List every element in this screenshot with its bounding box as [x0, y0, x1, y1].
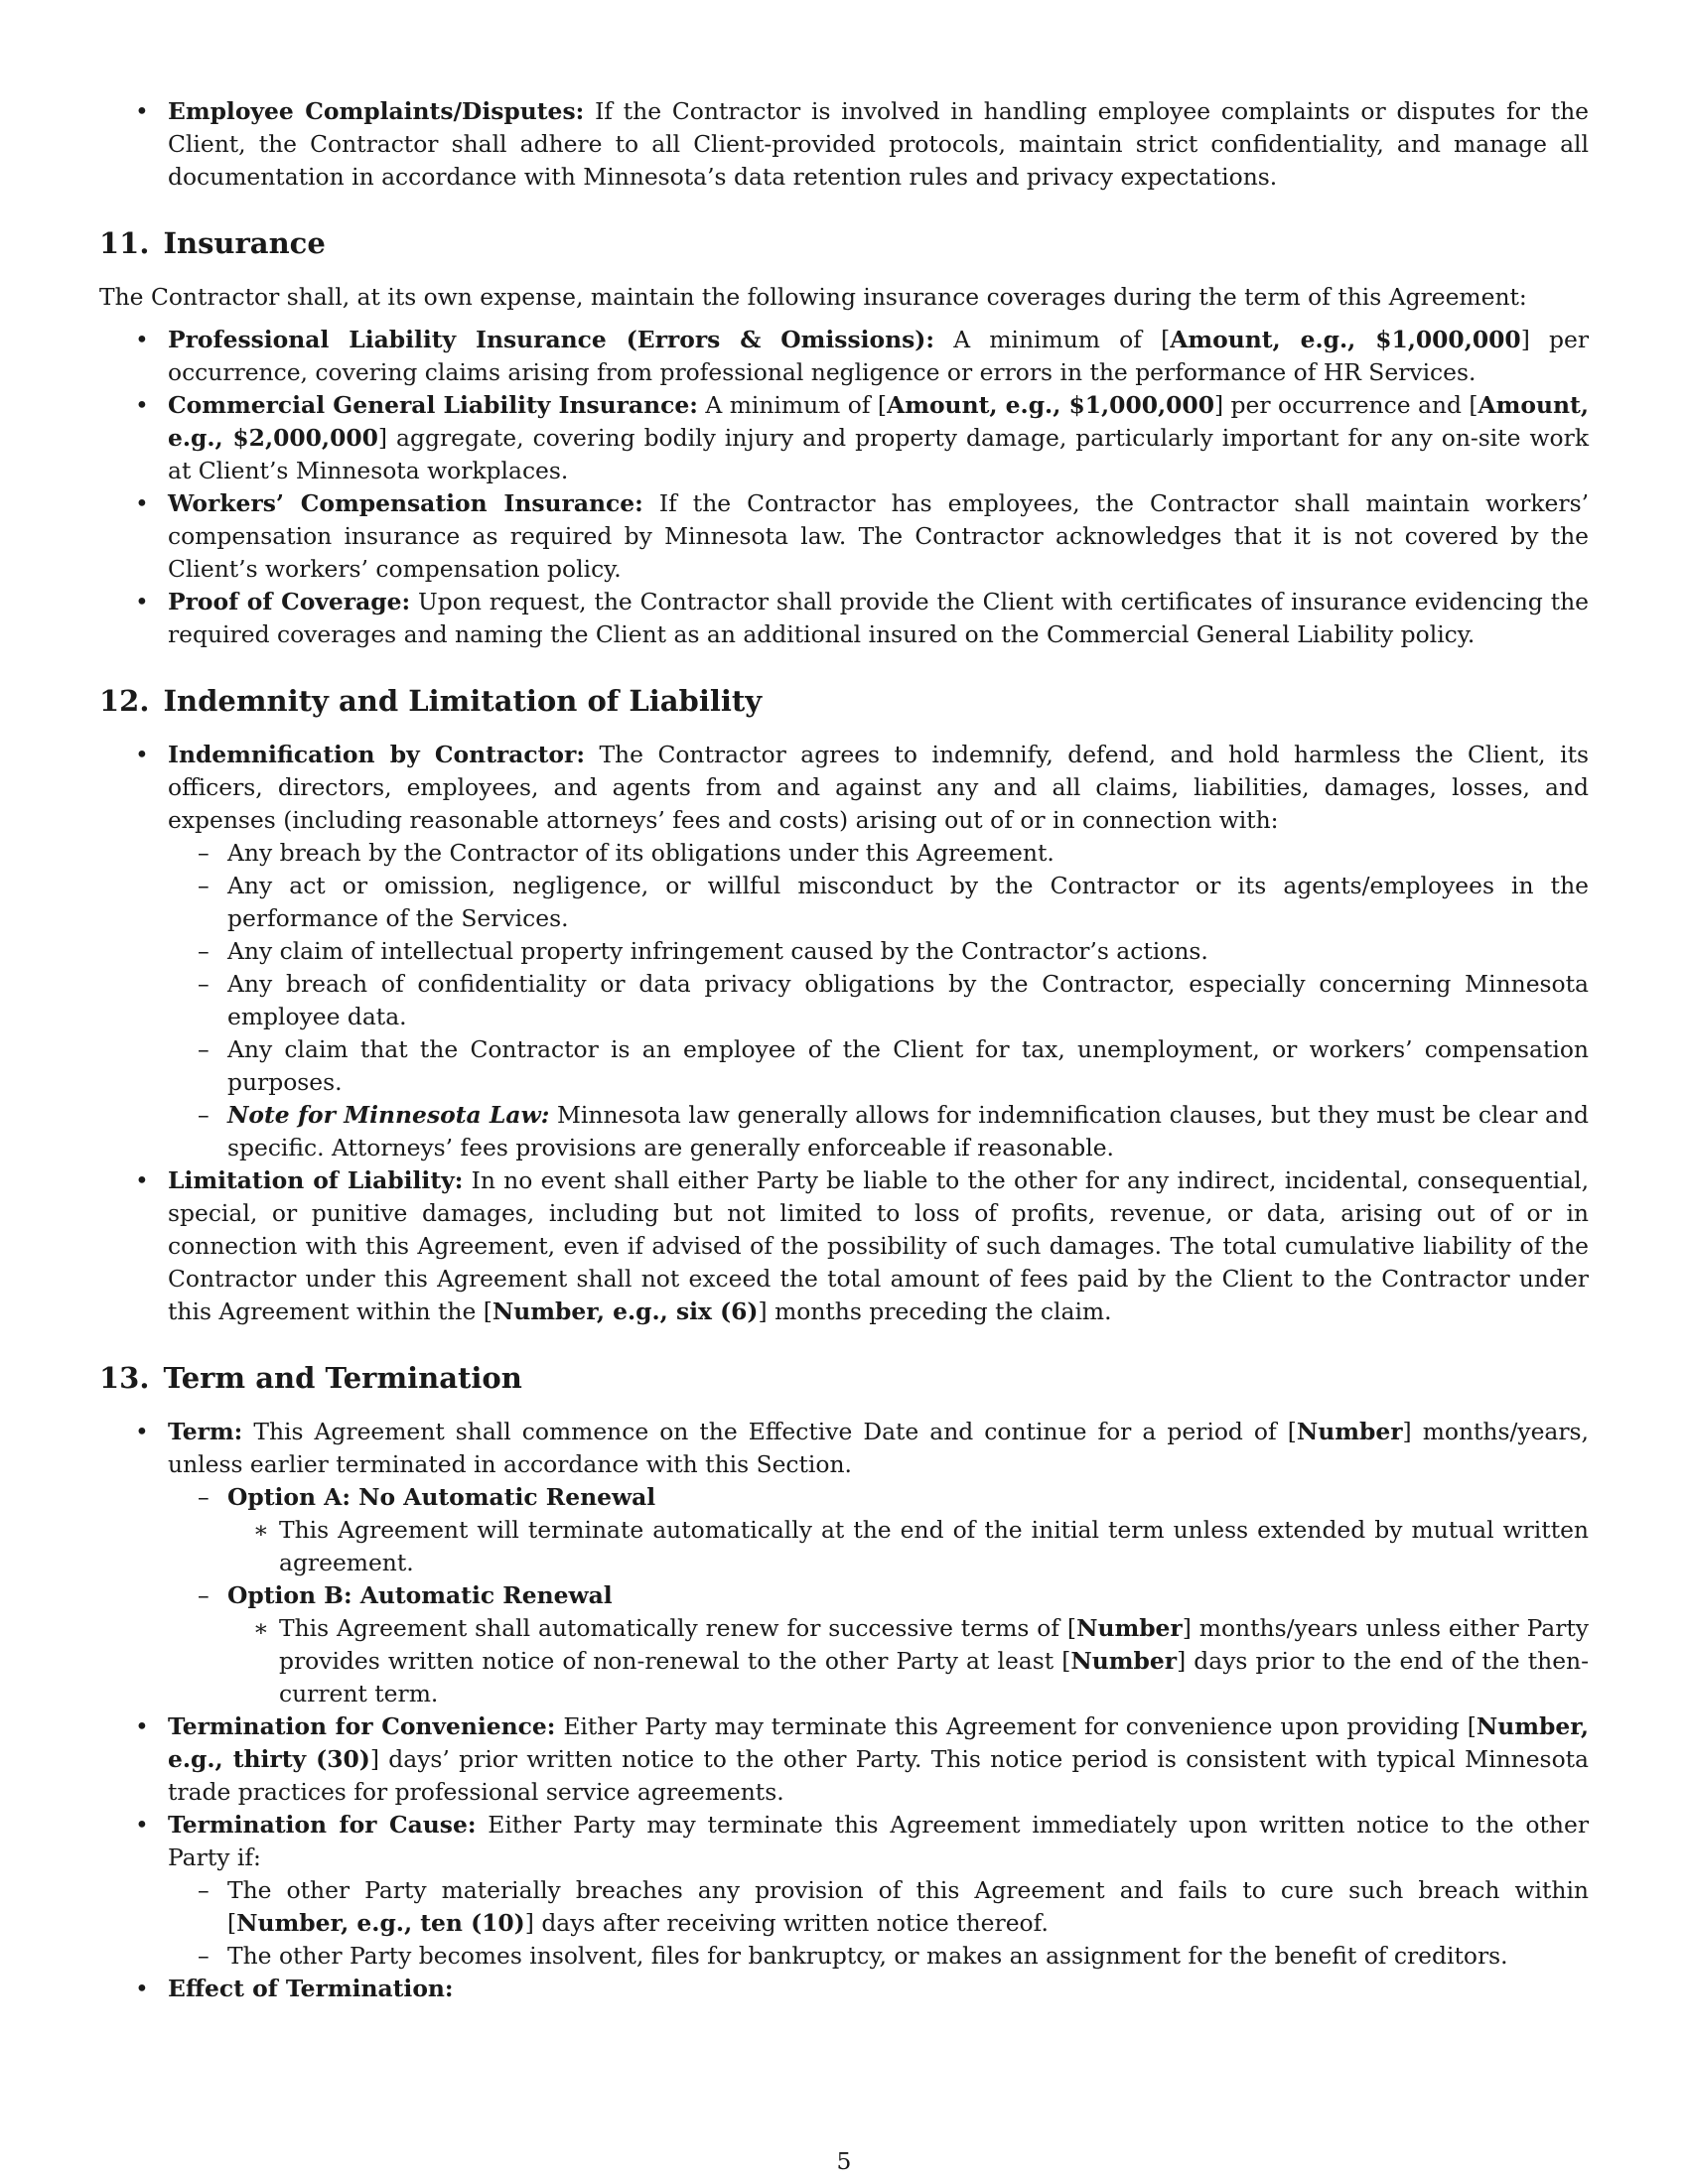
option-label: Option B: Automatic Renewal: [227, 1581, 613, 1609]
bullet-icon: •: [135, 489, 149, 517]
section-heading-indemnity: [99, 681, 1589, 721]
section-number: 13.: [99, 1361, 150, 1395]
sublist-item: [168, 968, 1589, 1033]
item-text: Either Party may terminate this Agreement immediately upon written notice to the other Party if:: [168, 1811, 1590, 1871]
dash-icon: –: [198, 937, 210, 965]
detail-item: [227, 1612, 1589, 1710]
item-text: The Contractor agrees to indemnify, defend, and hold harmless the Client, its officers, directors, employees, and agents from and against any and all claims, liabilities, damages, losses, and expenses (including reasonable attorneys’ fees and costs) arising out of or in connection with:: [168, 741, 1589, 834]
dash-icon: –: [198, 1581, 210, 1609]
item-text: In no event shall either Party be liable to the other for any indirect, incidental, consequential, special, or punitive damages, including but not limited to loss of profits, revenue, or data, arising out of or in connection with this Agreement, even if advised of the possibility of such damages. The total cumulative liability of the Contractor under this Agreement shall not exceed the total amount of fees paid by the Client to the Contractor under this Agreement within the [: [168, 1166, 1590, 1325]
sublist-item-option-b: [168, 1579, 1589, 1710]
indemnity-list: [99, 739, 1589, 1328]
item-text: This Agreement shall commence on the Effective Date and continue for a period of [: [253, 1418, 1297, 1445]
placeholder-value: Amount, e.g., $1,000,000: [1170, 326, 1521, 353]
sublist-text: Any breach of confidentiality or data privacy obligations by the Contractor, especially concerning Minnesota employee data.: [227, 970, 1589, 1030]
detail-text: ] days prior to the end of the then-current term.: [279, 1647, 1589, 1707]
list-item-term: [99, 1416, 1589, 1710]
placeholder-value: Number: [1070, 1647, 1178, 1675]
placeholder-value: Number: [1076, 1614, 1183, 1642]
placeholder-value: Number, e.g., ten (10): [236, 1909, 525, 1937]
item-label: Commercial General Liability Insurance:: [168, 391, 698, 419]
placeholder-value: Number, e.g., thirty (30): [168, 1712, 1589, 1773]
item-label: Term:: [168, 1418, 243, 1445]
detail-text: This Agreement shall automatically renew for successive terms of [: [279, 1614, 1077, 1642]
sublist-text: Any breach by the Contractor of its obligations under this Agreement.: [227, 839, 1055, 867]
list-item-indemnification: [99, 739, 1589, 1164]
section-title: Indemnity and Limitation of Liability: [163, 684, 763, 718]
bullet-icon: •: [135, 1418, 149, 1445]
sublist-item: [168, 837, 1589, 870]
bullet-icon: •: [135, 97, 149, 125]
sublist-text: The other Party becomes insolvent, files for bankruptcy, or makes an assignment for the benefit of creditors.: [227, 1942, 1508, 1970]
sublist-text: The other Party materially breaches any provision of this Agreement and fails to cure such breach within [: [227, 1876, 1589, 1937]
section-heading-term: [99, 1358, 1589, 1398]
term-options-sublist: [168, 1481, 1589, 1710]
item-label: Professional Liability Insurance (Errors & Omissions):: [168, 326, 934, 353]
sublist-text: Any claim that the Contractor is an employee of the Client for tax, unemployment, or workers’ compensation purposes.: [227, 1035, 1589, 1096]
item-text: ] months/years, unless earlier terminated in accordance with this Section.: [168, 1418, 1589, 1478]
item-text: ] days’ prior written notice to the other Party. This notice period is consistent with typical Minnesota trade practices for professional service agreements.: [168, 1745, 1589, 1806]
item-label: Termination for Convenience:: [168, 1712, 556, 1740]
sublist-text: ] days after receiving written notice thereof.: [524, 1909, 1049, 1937]
item-text: ] months preceding the claim.: [758, 1297, 1112, 1325]
list-item-workers-compensation: [99, 487, 1589, 586]
list-item-proof-of-coverage: [99, 586, 1589, 651]
sublist-item: [168, 870, 1589, 935]
bullet-icon: •: [135, 1975, 149, 2002]
bullet-icon: •: [135, 1712, 149, 1740]
item-label: Workers’ Compensation Insurance:: [168, 489, 643, 517]
section-number: 11.: [99, 226, 150, 260]
sublist-text: Any claim of intellectual property infringement caused by the Contractor’s actions.: [227, 937, 1208, 965]
asterisk-icon: ∗: [253, 1614, 269, 1642]
item-label: Effect of Termination:: [168, 1975, 454, 2002]
section-number: 12.: [99, 684, 150, 718]
asterisk-icon: ∗: [253, 1516, 269, 1544]
bullet-icon: •: [135, 326, 149, 353]
indemnification-sublist: [168, 837, 1589, 1164]
bullet-icon: •: [135, 1811, 149, 1839]
dash-icon: –: [198, 839, 210, 867]
item-label: Proof of Coverage:: [168, 588, 411, 615]
bullet-icon: •: [135, 1166, 149, 1194]
dash-icon: –: [198, 1101, 210, 1129]
item-text: ] per occurrence and [: [1213, 391, 1478, 419]
option-b-detail: [227, 1612, 1589, 1710]
item-label: Employee Complaints/Disputes:: [168, 97, 585, 125]
item-label: Limitation of Liability:: [168, 1166, 464, 1194]
term-list: [99, 1416, 1589, 2005]
detail-text: ] months/years unless either Party provides written notice of non-renewal to the other Party at least [: [279, 1614, 1590, 1675]
section-title: Term and Termination: [163, 1361, 522, 1395]
dash-icon: –: [198, 872, 210, 899]
item-text: ] aggregate, covering bodily injury and property damage, particularly important for any on-site work at Client’s Minnesota workplaces.: [168, 424, 1589, 484]
bullet-icon: •: [135, 741, 149, 768]
item-text: If the Contractor has employees, the Contractor shall maintain workers’ compensation insurance as required by Minnesota law. The Contractor acknowledges that it is not covered by the Client’s workers’ compensation policy.: [168, 489, 1590, 583]
bullet-icon: •: [135, 588, 149, 615]
dash-icon: –: [198, 970, 210, 998]
note-text: Minnesota law generally allows for indemnification clauses, but they must be clear and specific. Attorneys’ fees provisions are generally enforceable if reasonable.: [227, 1101, 1589, 1161]
sublist-item: [168, 1033, 1589, 1099]
list-item-limitation-of-liability: [99, 1164, 1589, 1328]
sublist-item-note: [168, 1099, 1589, 1164]
note-label: Note for Minnesota Law:: [227, 1101, 550, 1129]
item-text: A minimum of [: [705, 391, 888, 419]
placeholder-value: Number: [1296, 1418, 1403, 1445]
sublist-item: [168, 935, 1589, 968]
item-text: ] per occurrence, covering claims arising from professional negligence or errors in the performance of HR Services.: [168, 326, 1590, 386]
sublist-item-option-a: [168, 1481, 1589, 1579]
dash-icon: –: [198, 1876, 210, 1904]
dash-icon: –: [198, 1942, 210, 1970]
sublist-text: Any act or omission, negligence, or willful misconduct by the Contractor or its agents/employees in the performance of the Services.: [227, 872, 1589, 932]
item-label: Indemnification by Contractor:: [168, 741, 585, 768]
list-item-employee-complaints: [99, 95, 1589, 194]
dash-icon: –: [198, 1483, 210, 1511]
list-item-effect-of-termination: [99, 1973, 1589, 2005]
placeholder-value: Amount, e.g., $1,000,000: [887, 391, 1214, 419]
section-intro: The Contractor shall, at its own expense, maintain the following insurance coverages during the term of this Agreement:: [99, 283, 1527, 311]
list-item-general-liability: [99, 389, 1589, 487]
termination-cause-sublist: [168, 1874, 1589, 1973]
insurance-list: [99, 324, 1589, 651]
bullet-icon: •: [135, 391, 149, 419]
item-text: Upon request, the Contractor shall provide the Client with certificates of insurance evidencing the required coverages and naming the Client as an additional insured on the Commercial General Liability policy.: [168, 588, 1590, 648]
placeholder-value: Number, e.g., six (6): [492, 1297, 759, 1325]
sublist-item: [168, 1940, 1589, 1973]
list-item-termination-cause: [99, 1809, 1589, 1973]
page-number: 5: [836, 2147, 852, 2175]
option-label: Option A: No Automatic Renewal: [227, 1483, 656, 1511]
item-text: A minimum of [: [953, 326, 1171, 353]
item-text: Either Party may terminate this Agreement for convenience upon providing [: [563, 1712, 1477, 1740]
placeholder-value: Amount, e.g., $2,000,000: [168, 391, 1589, 452]
item-label: Termination for Cause:: [168, 1811, 477, 1839]
dash-icon: –: [198, 1035, 210, 1063]
item-text: If the Contractor is involved in handling employee complaints or disputes for the Client, the Contractor shall adhere to all Client-provided protocols, maintain strict confidentiality, and manage all documentation in accordance with Minnesota’s data retention rules and privacy expectations.: [168, 97, 1590, 191]
intro-list: [99, 95, 1589, 194]
sublist-item: [168, 1874, 1589, 1940]
section-heading-insurance: [99, 223, 1589, 263]
list-item-termination-convenience: [99, 1710, 1589, 1809]
section-title: Insurance: [163, 226, 326, 260]
list-item-professional-liability: [99, 324, 1589, 389]
detail-item: [227, 1514, 1589, 1579]
option-a-detail: [227, 1514, 1589, 1579]
document-body: [99, 95, 1589, 2005]
detail-text: This Agreement will terminate automatically at the end of the initial term unless extended by mutual written agreement.: [279, 1516, 1589, 1576]
